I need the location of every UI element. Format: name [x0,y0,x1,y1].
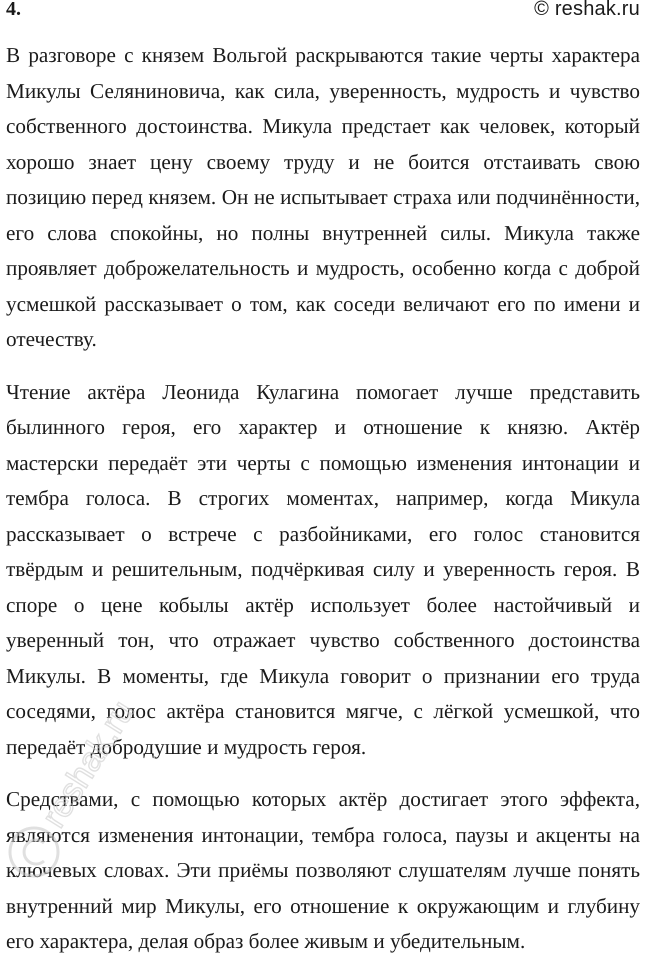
task-number: 4. [6,0,21,20]
paragraph-2: Чтение актёра Леонида Кулагина помогает лучше представить былинного героя, его характер и отношение к князю. Актёр мастерски передаёт эти черты с помощью изменения интонации и тембра голоса. В строгих моментах, например, когда Микула рассказывает о встрече с разбойниками, его голос становится твёрдым и решительным, подчёркивая силу и уверенность героя. В споре о цене кобылы актёр использует более настойчивый и уверенный тон, что отражает чувство собственного достоинства Микулы. В моменты, где Микула говорит о признании его труда соседями, голос актёра становится мягче, с лёгкой усмешкой, что передаёт добродушие и мудрость героя. [6,379,640,759]
watermark-text: reshak.ru [34,693,142,835]
answer-text [6,38,640,977]
paragraph-3: Средствами, с помощью которых актёр достигает этого эффекта, являются изменения интонации, тембра голоса, паузы и акценты на ключевых словах. Эти приёмы позволяют слушателям лучше понять внутренний мир Микулы, его отношение к окружающим и глубину его характера, делая образ более живым и убедительным. [6,787,640,953]
page-header [0,0,646,26]
copyright-label: © reshak.ru [534,0,640,20]
paragraph-1: В разговоре с князем Вольгой раскрываются такие черты характера Микулы Селяниновича, как сила, уверенность, мудрость и чувство собственного достоинства. Микула предстает как человек, который хорошо знает цену своему труду и не боится отстаивать свою позицию перед князем. Он не испытывает страха или подчинённости, его слова спокойны, но полны внутренней силы. Микула также проявляет доброжелательность и мудрость, особенно когда с доброй усмешкой рассказывает о том, как соседи величают его по имени и отечеству. [6,43,640,351]
